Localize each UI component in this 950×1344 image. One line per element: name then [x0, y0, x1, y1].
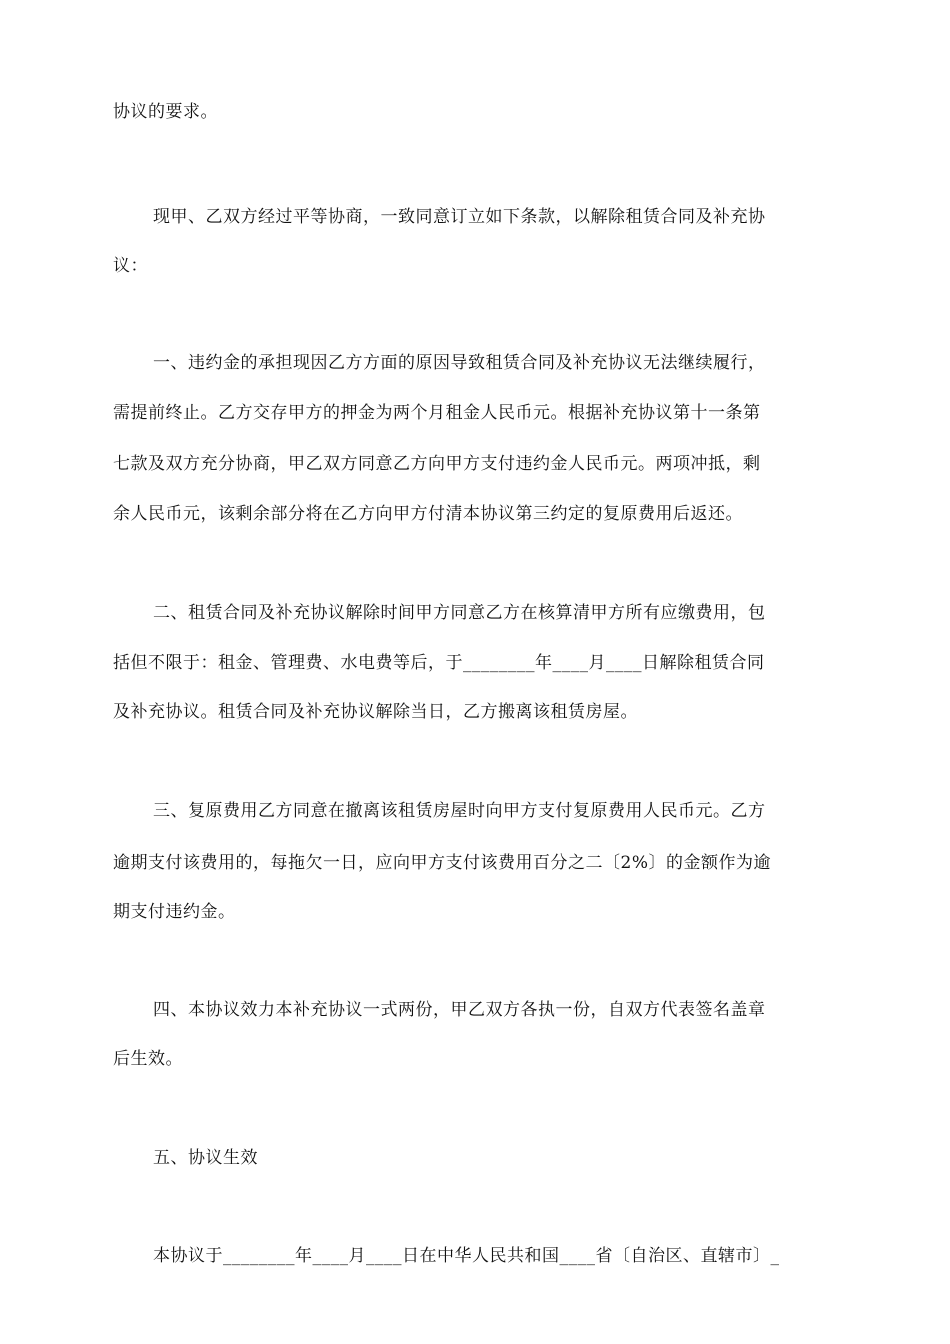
- text-line: 二、租赁合同及补充协议解除时间甲方同意乙方在核算清甲方所有应缴费用，包: [153, 603, 766, 623]
- text-line: 期支付违约金。: [113, 902, 236, 922]
- text-line: 及补充协议。租赁合同及补充协议解除当日，乙方搬离该租赁房屋。: [113, 702, 638, 722]
- text-line: 协议的要求。: [113, 102, 218, 122]
- text-line: 本协议于________年____月____日在中华人民共和国____省〔自治区、直辖市〕_: [153, 1246, 780, 1266]
- text-line: 需提前终止。乙方交存甲方的押金为两个月租金人民币元。根据补充协议第十一条第: [113, 403, 761, 423]
- text-line: 余人民币元，该剩余部分将在乙方向甲方付清本协议第三约定的复原费用后返还。: [113, 504, 743, 524]
- text-line: 括但不限于：租金、管理费、水电费等后，于________年____月____日解除租赁合同: [113, 653, 765, 673]
- text-line: 现甲、乙双方经过平等协商，一致同意订立如下条款，以解除租赁合同及补充协: [153, 207, 766, 227]
- text-line: 后生效。: [113, 1049, 183, 1069]
- text-line: 三、复原费用乙方同意在撤离该租赁房屋时向甲方支付复原费用人民币元。乙方: [153, 801, 766, 821]
- section-heading: 五、协议生效: [153, 1148, 258, 1168]
- text-line: 逾期支付该费用的，每拖欠一日，应向甲方支付该费用百分之二〔2%〕的金额作为逾: [113, 853, 771, 873]
- text-line: 议：: [113, 256, 148, 276]
- text-line: 一、违约金的承担现因乙方方面的原因导致租赁合同及补充协议无法继续履行，: [153, 353, 766, 373]
- text-line: 四、本协议效力本补充协议一式两份，甲乙双方各执一份，自双方代表签名盖章: [153, 1000, 766, 1020]
- text-line: 七款及双方充分协商，甲乙双方同意乙方向甲方支付违约金人民币元。两项冲抵，剩: [113, 454, 761, 474]
